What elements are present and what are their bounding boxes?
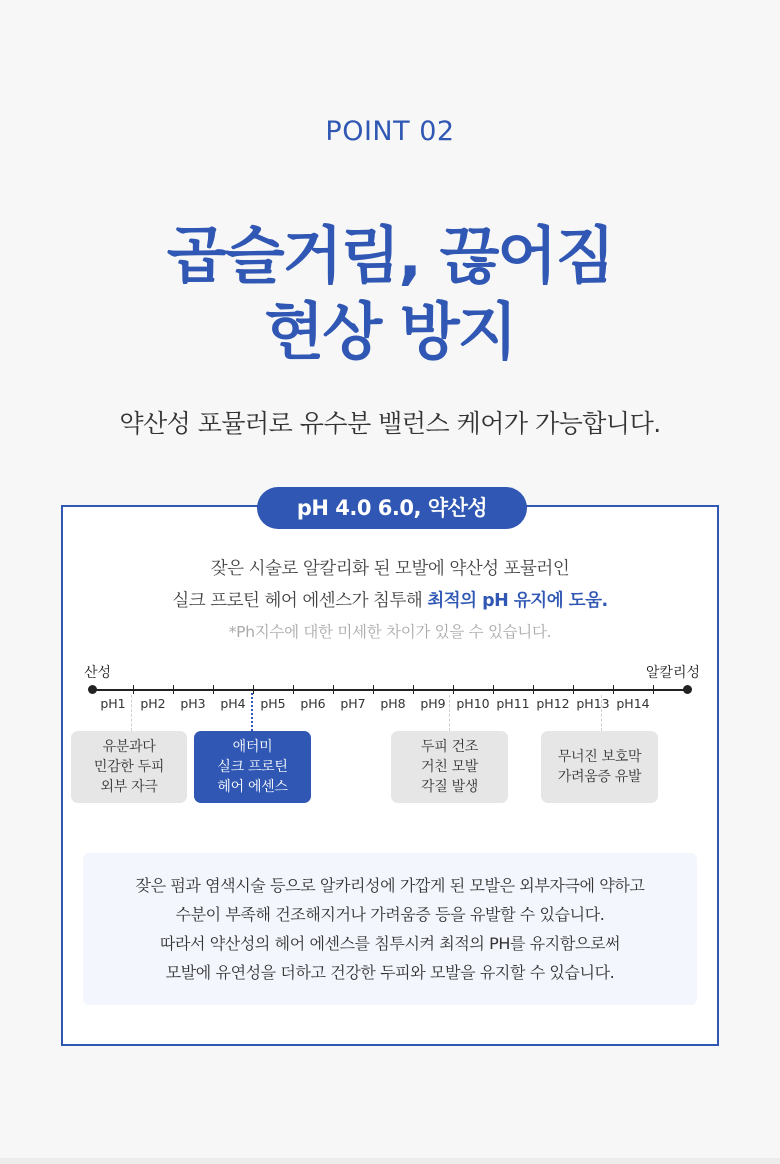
ph-label: pH7 <box>340 696 366 711</box>
axis-tick <box>253 685 254 694</box>
ph-label: pH6 <box>300 696 326 711</box>
zone-line: 두피 건조 <box>420 739 479 755</box>
zone-acidic-irritation <box>71 731 187 803</box>
ph-label: pH10 <box>456 696 490 711</box>
divider-line-2 <box>449 695 450 731</box>
axis-end-dot <box>683 685 692 694</box>
info-line-3: 따라서 약산성의 헤어 에센스를 침투시켜 최적의 PH를 유지함으로써 <box>159 934 621 953</box>
axis-tick <box>613 685 614 694</box>
description-line-1: 잦은 시술로 알칼리화 된 모발에 약산성 포뮬러인 <box>210 559 570 579</box>
zone-line: 유분과다 <box>102 739 156 755</box>
zone-line: 무너진 보호막 <box>557 749 642 765</box>
panel-description <box>63 553 717 617</box>
axis-tick <box>333 685 334 694</box>
zone-line: 가려움증 유발 <box>557 769 642 785</box>
info-box <box>83 853 697 1005</box>
axis-tick <box>573 685 574 694</box>
ph-range-pill: pH 4.0 6.0, 약산성 <box>257 487 527 529</box>
description-highlight: 최적의 pH 유지에 도움. <box>427 591 608 611</box>
zone-line: 민감한 두피 <box>93 759 165 775</box>
ph-label: pH12 <box>536 696 570 711</box>
description-line-2 <box>63 585 717 617</box>
axis-tick <box>533 685 534 694</box>
ph-label: pH5 <box>260 696 286 711</box>
divider-line-1 <box>131 695 132 731</box>
axis-start-dot <box>88 685 97 694</box>
zone-line: 거친 모발 <box>420 759 479 775</box>
scale-label-alkaline: 알칼리성 <box>645 665 700 681</box>
ph-label: pH1 <box>100 696 126 711</box>
divider-line-product <box>251 693 253 731</box>
zone-line: 실크 프로틴 <box>217 759 288 775</box>
axis-tick <box>453 685 454 694</box>
ph-info-panel <box>61 496 719 1046</box>
axis-tick <box>173 685 174 694</box>
ph-label: pH11 <box>496 696 530 711</box>
ph-label: pH9 <box>420 696 446 711</box>
axis-tick <box>413 685 414 694</box>
ph-axis-line <box>92 689 688 691</box>
axis-tick <box>373 685 374 694</box>
zone-line: 외부 자극 <box>100 779 158 795</box>
zone-damaged-barrier <box>541 731 658 803</box>
axis-tick <box>653 685 654 694</box>
scale-label-acidic: 산성 <box>84 665 112 681</box>
info-line-4: 모발에 유연성을 더하고 건강한 두피와 모발을 유지할 수 있습니다. <box>165 963 615 982</box>
axis-tick <box>493 685 494 694</box>
zone-product <box>194 731 311 803</box>
description-plain: 실크 프로틴 헤어 에센스가 침투해 <box>172 591 428 611</box>
axis-tick <box>213 685 214 694</box>
ph-label: pH14 <box>616 696 650 711</box>
ph-label: pH8 <box>380 696 406 711</box>
info-line-1: 잦은 펌과 염색시술 등으로 알카리성에 가깝게 된 모발은 외부자극에 약하고 <box>135 876 645 895</box>
headline <box>0 218 780 370</box>
footnote: *Ph지수에 대한 미세한 차이가 있을 수 있습니다. <box>228 623 552 641</box>
point-label: POINT 02 <box>325 116 455 147</box>
headline-line-2: 현상 방지 <box>264 295 516 368</box>
ph-label: pH4 <box>220 696 246 711</box>
ph-label: pH2 <box>140 696 166 711</box>
axis-tick <box>293 685 294 694</box>
info-line-2: 수분이 부족해 건조해지거나 가려움증 등을 유발할 수 있습니다. <box>175 905 605 924</box>
axis-tick <box>133 685 134 694</box>
zone-line: 애터미 <box>232 739 273 755</box>
zone-line: 각질 발생 <box>420 779 479 795</box>
ph-label: pH13 <box>576 696 610 711</box>
bottom-strip <box>0 1158 780 1164</box>
divider-line-3 <box>601 695 602 731</box>
headline-line-1: 곱슬거림, 끊어짐 <box>166 219 614 292</box>
ph-label: pH3 <box>180 696 206 711</box>
zone-dry-scalp <box>391 731 508 803</box>
subtitle: 약산성 포뮬러로 유수분 밸런스 케어가 가능합니다. <box>119 409 661 438</box>
zone-line: 헤어 에센스 <box>217 779 288 795</box>
